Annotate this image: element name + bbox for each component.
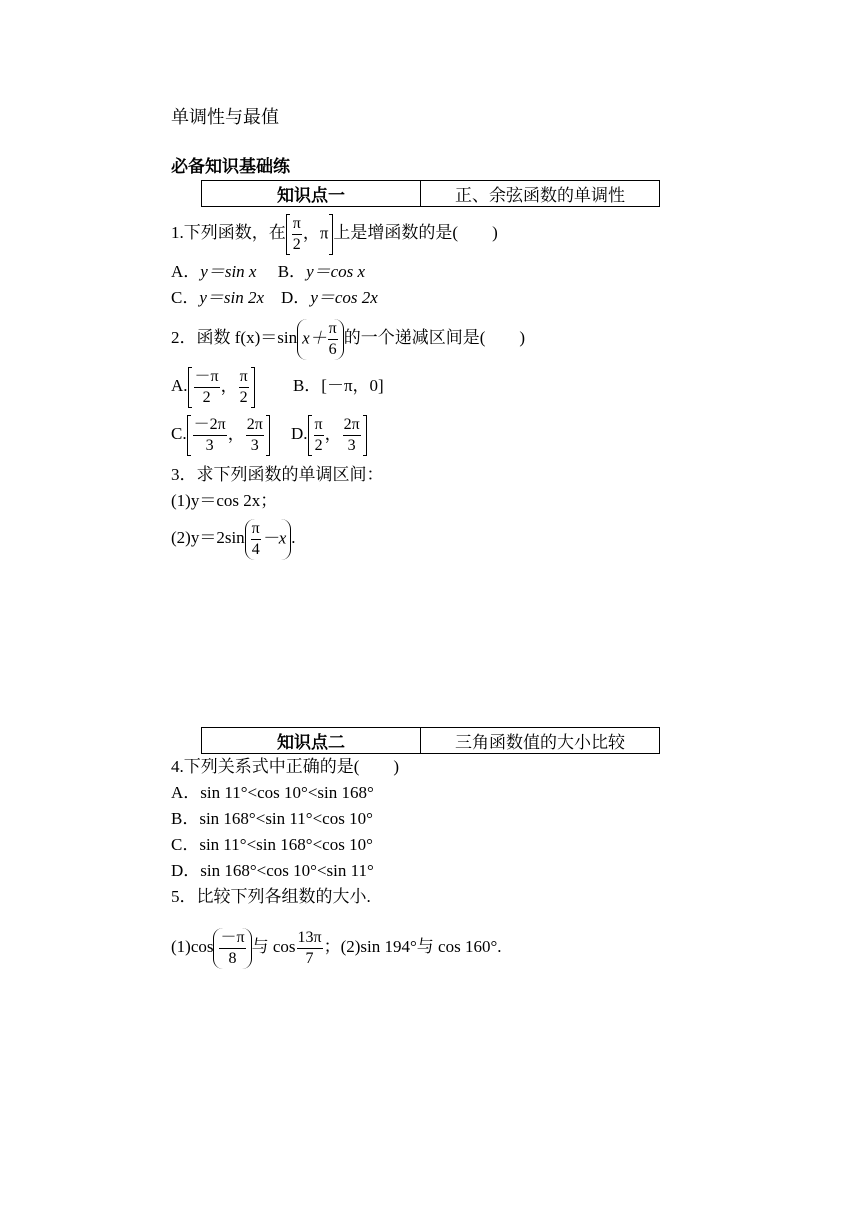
question-3-part-1: (1)y＝cos 2x； bbox=[171, 491, 278, 510]
question-2-options-row1: A. $\frac{-\pi}{2}$ ， $\frac{\pi}{2}$ B．[－π，0] bbox=[171, 367, 384, 406]
kp2-label: 知识点二 bbox=[202, 728, 421, 754]
question-1-options-row2: C．y＝sin 2x D．y＝cos 2x bbox=[171, 288, 378, 307]
interval-bracket: $\frac{\pi}{2}$ ，π bbox=[286, 214, 334, 255]
section-heading: 必备知识基础练 bbox=[171, 157, 290, 176]
question-2-options-row2: C. $\frac{-2\pi}{3}$ ， $\frac{2\pi}{3}$ D. $\frac{\pi}{2}$ ， $\frac{2\pi}{3}$ bbox=[171, 412, 367, 456]
question-1-stem: 1.下列函数，在 $\frac{\pi}{2}$ ，π 上是增函数的是( ) bbox=[171, 214, 498, 253]
question-1-options-row1: A．y＝sin x B．y＝cos x bbox=[171, 262, 366, 281]
question-3-stem: 3．求下列函数的单调区间： bbox=[171, 465, 384, 484]
question-5-stem: 5．比较下列各组数的大小. bbox=[171, 887, 371, 906]
kp1-topic: 正、余弦函数的单调性 bbox=[421, 181, 660, 207]
knowledge-point-1-table bbox=[201, 180, 660, 207]
question-3-part-2: (2)y＝2sin $\frac{\pi}{4}$ －x . bbox=[171, 519, 296, 558]
kp2-topic: 三角函数值的大小比较 bbox=[421, 728, 660, 754]
question-4-option-a: A．sin 11°<cos 10°<sin 168° bbox=[171, 783, 374, 802]
question-4-option-b: B．sin 168°<sin 11°<cos 10° bbox=[171, 809, 373, 828]
question-2-stem: 2．函数 f(x)＝sin x＋ $\frac{\pi}{6}$ 的一个递减区间是( ) bbox=[171, 319, 526, 358]
question-5-parts: (1)cos $\frac{-\pi}{8}$ 与 cos $\frac{13\pi}{7}$ ；(2)sin 194°与 cos 160°. bbox=[171, 928, 502, 967]
question-4-option-c: C．sin 11°<sin 168°<cos 10° bbox=[171, 835, 373, 854]
knowledge-point-2-table bbox=[201, 727, 660, 754]
paren-group: x＋ $\frac{\pi}{6}$ bbox=[297, 319, 344, 360]
kp1-label: 知识点一 bbox=[202, 181, 421, 207]
question-4-option-d: D．sin 168°<cos 10°<sin 11° bbox=[171, 861, 374, 880]
page-title: 单调性与最值 bbox=[171, 107, 279, 127]
question-4-stem: 4.下列关系式中正确的是( ) bbox=[171, 757, 400, 776]
